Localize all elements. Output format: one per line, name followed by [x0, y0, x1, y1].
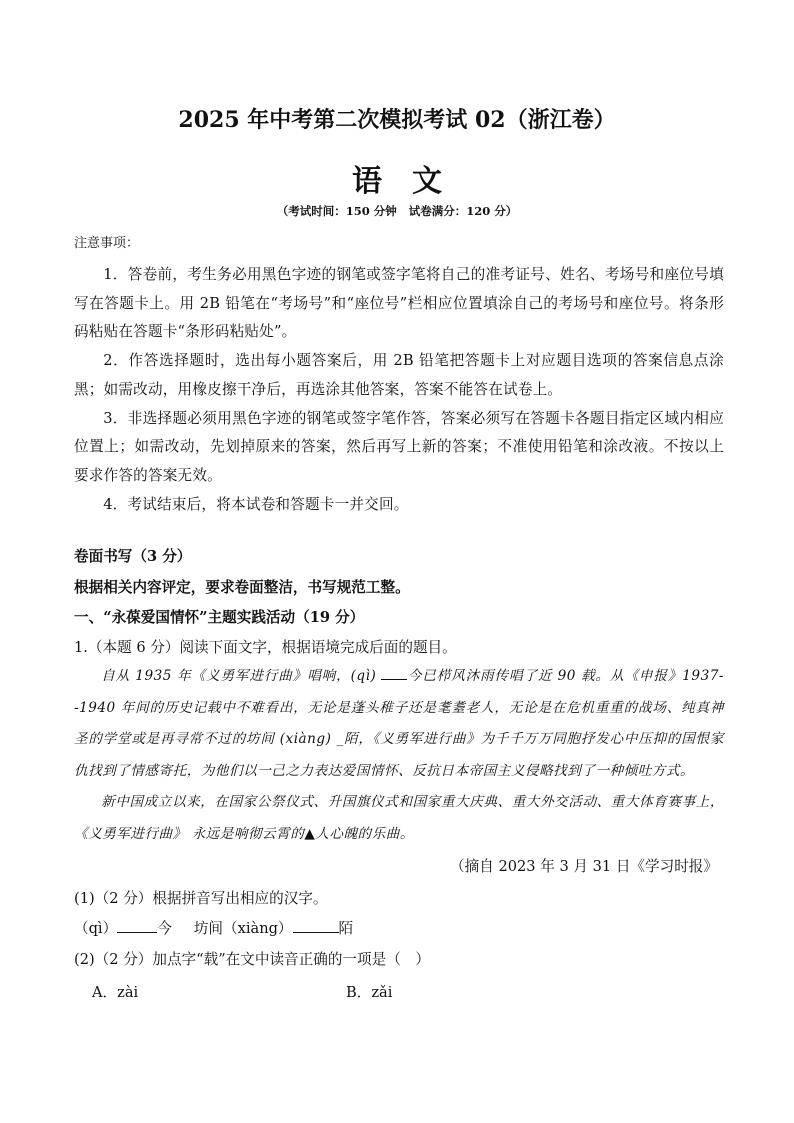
subquestion-1-label: (1)（2 分）根据拼音写出相应的汉字。 — [74, 890, 328, 907]
exam-title: 2025 年中考第二次模拟考试 02（浙江卷） — [178, 107, 616, 133]
char-jin: 今 — [157, 920, 172, 937]
question-1-intro: 1.（本题 6 分）阅读下面文字，根据语境完成后面的题目。 — [74, 639, 457, 656]
passage-p1-rest: 今已栉风沐雨传唱了近 90 载。从《申报》1937--1940 年间的历史记载中不难看出，无论是蓬头稚子还是耄耋老人，无论是在危机重重的战场、纯真神圣的学堂或是再寻常不过的坊间 (xiàng) _陌，《义勇军进行曲》为千千万万同胞抒发心中压抑的国恨家仇找到了情感寄托，为他们以一己之力表达爱国情怀、反抗日本帝国主义侵略找到了一种倾吐方式。 — [74, 668, 724, 779]
subquestion-1-answers — [74, 917, 353, 938]
exam-time: （考试时间：150 分钟 — [276, 204, 397, 218]
notice-heading: 注意事项： — [74, 236, 140, 251]
notice-item-1: 1．答卷前，考生务必用黑色字迹的钢笔或签字笔将自己的准考证号、姓名、考场号和座位号填写在答题卡上。用 2B 铅笔在“考场号”和“座位号”栏相应位置填涂自己的考场号和座位号。将条形码粘贴在答题卡“条形码粘贴处”。 — [74, 266, 724, 341]
option-a[interactable]: A．zài — [92, 984, 139, 1001]
exam-score: 试卷满分：120 分） — [408, 204, 518, 218]
notice-item-2: 2．作答选择题时，选出每小题答案后，用 2B 铅笔把答题卡上对应题目选项的答案信息点涂黑；如需改动，用橡皮擦干净后，再选涂其他答案，答案不能答在试卷上。 — [74, 352, 724, 398]
notice-item-4: 4．考试结束后，将本试卷和答题卡一并交回。 — [103, 495, 409, 513]
notice-item-3: 3．非选择题必须用黑色字迹的钢笔或签字笔作答，答案必须写在答题卡各题目指定区域内相应位置上；如需改动，先划掉原来的答案，然后再写上新的答案；不准使用铅笔和涂改液。不按以上要求作答的答案无效。 — [74, 409, 724, 484]
handwriting-heading: 卷面书写（3 分） — [74, 548, 192, 565]
passage-paragraph-1 — [74, 661, 724, 787]
exam-info — [0, 203, 794, 219]
answer-blank-1[interactable] — [117, 918, 157, 933]
passage-p1-start: 自从 1935 年《义勇军进行曲》唱响，(qì) — [101, 668, 377, 684]
pinyin-qi: （qì） — [74, 920, 118, 937]
option-b[interactable]: B．zǎi — [346, 984, 393, 1001]
answer-blank-2[interactable] — [293, 918, 339, 933]
passage-blank — [381, 665, 407, 680]
subject-title: 语文 — [352, 164, 472, 199]
char-mo: 陌 — [338, 920, 354, 937]
pinyin-xiang: 坊间（xiàng） — [193, 920, 293, 937]
subquestion-2-label: (2)（2 分）加点字“载”在文中读音正确的一项是（ ） — [74, 951, 430, 968]
passage-paragraph-2: 新中国成立以来，在国家公祭仪式、升国旗仪式和国家重大庆典、重大外交活动、重大体育赛事上，《义勇军进行曲》 永远是响彻云霄的▲人心魄的乐曲。 — [74, 794, 724, 842]
handwriting-desc: 根据相关内容评定，要求卷面整洁，书写规范工整。 — [74, 579, 410, 596]
passage-source: （摘自 2023 年 3 月 31 日《学习时报》 — [450, 858, 718, 875]
notice-list — [74, 261, 724, 519]
section-1-heading: 一、“永葆爱国情怀”主题实践活动（19 分） — [74, 609, 365, 626]
